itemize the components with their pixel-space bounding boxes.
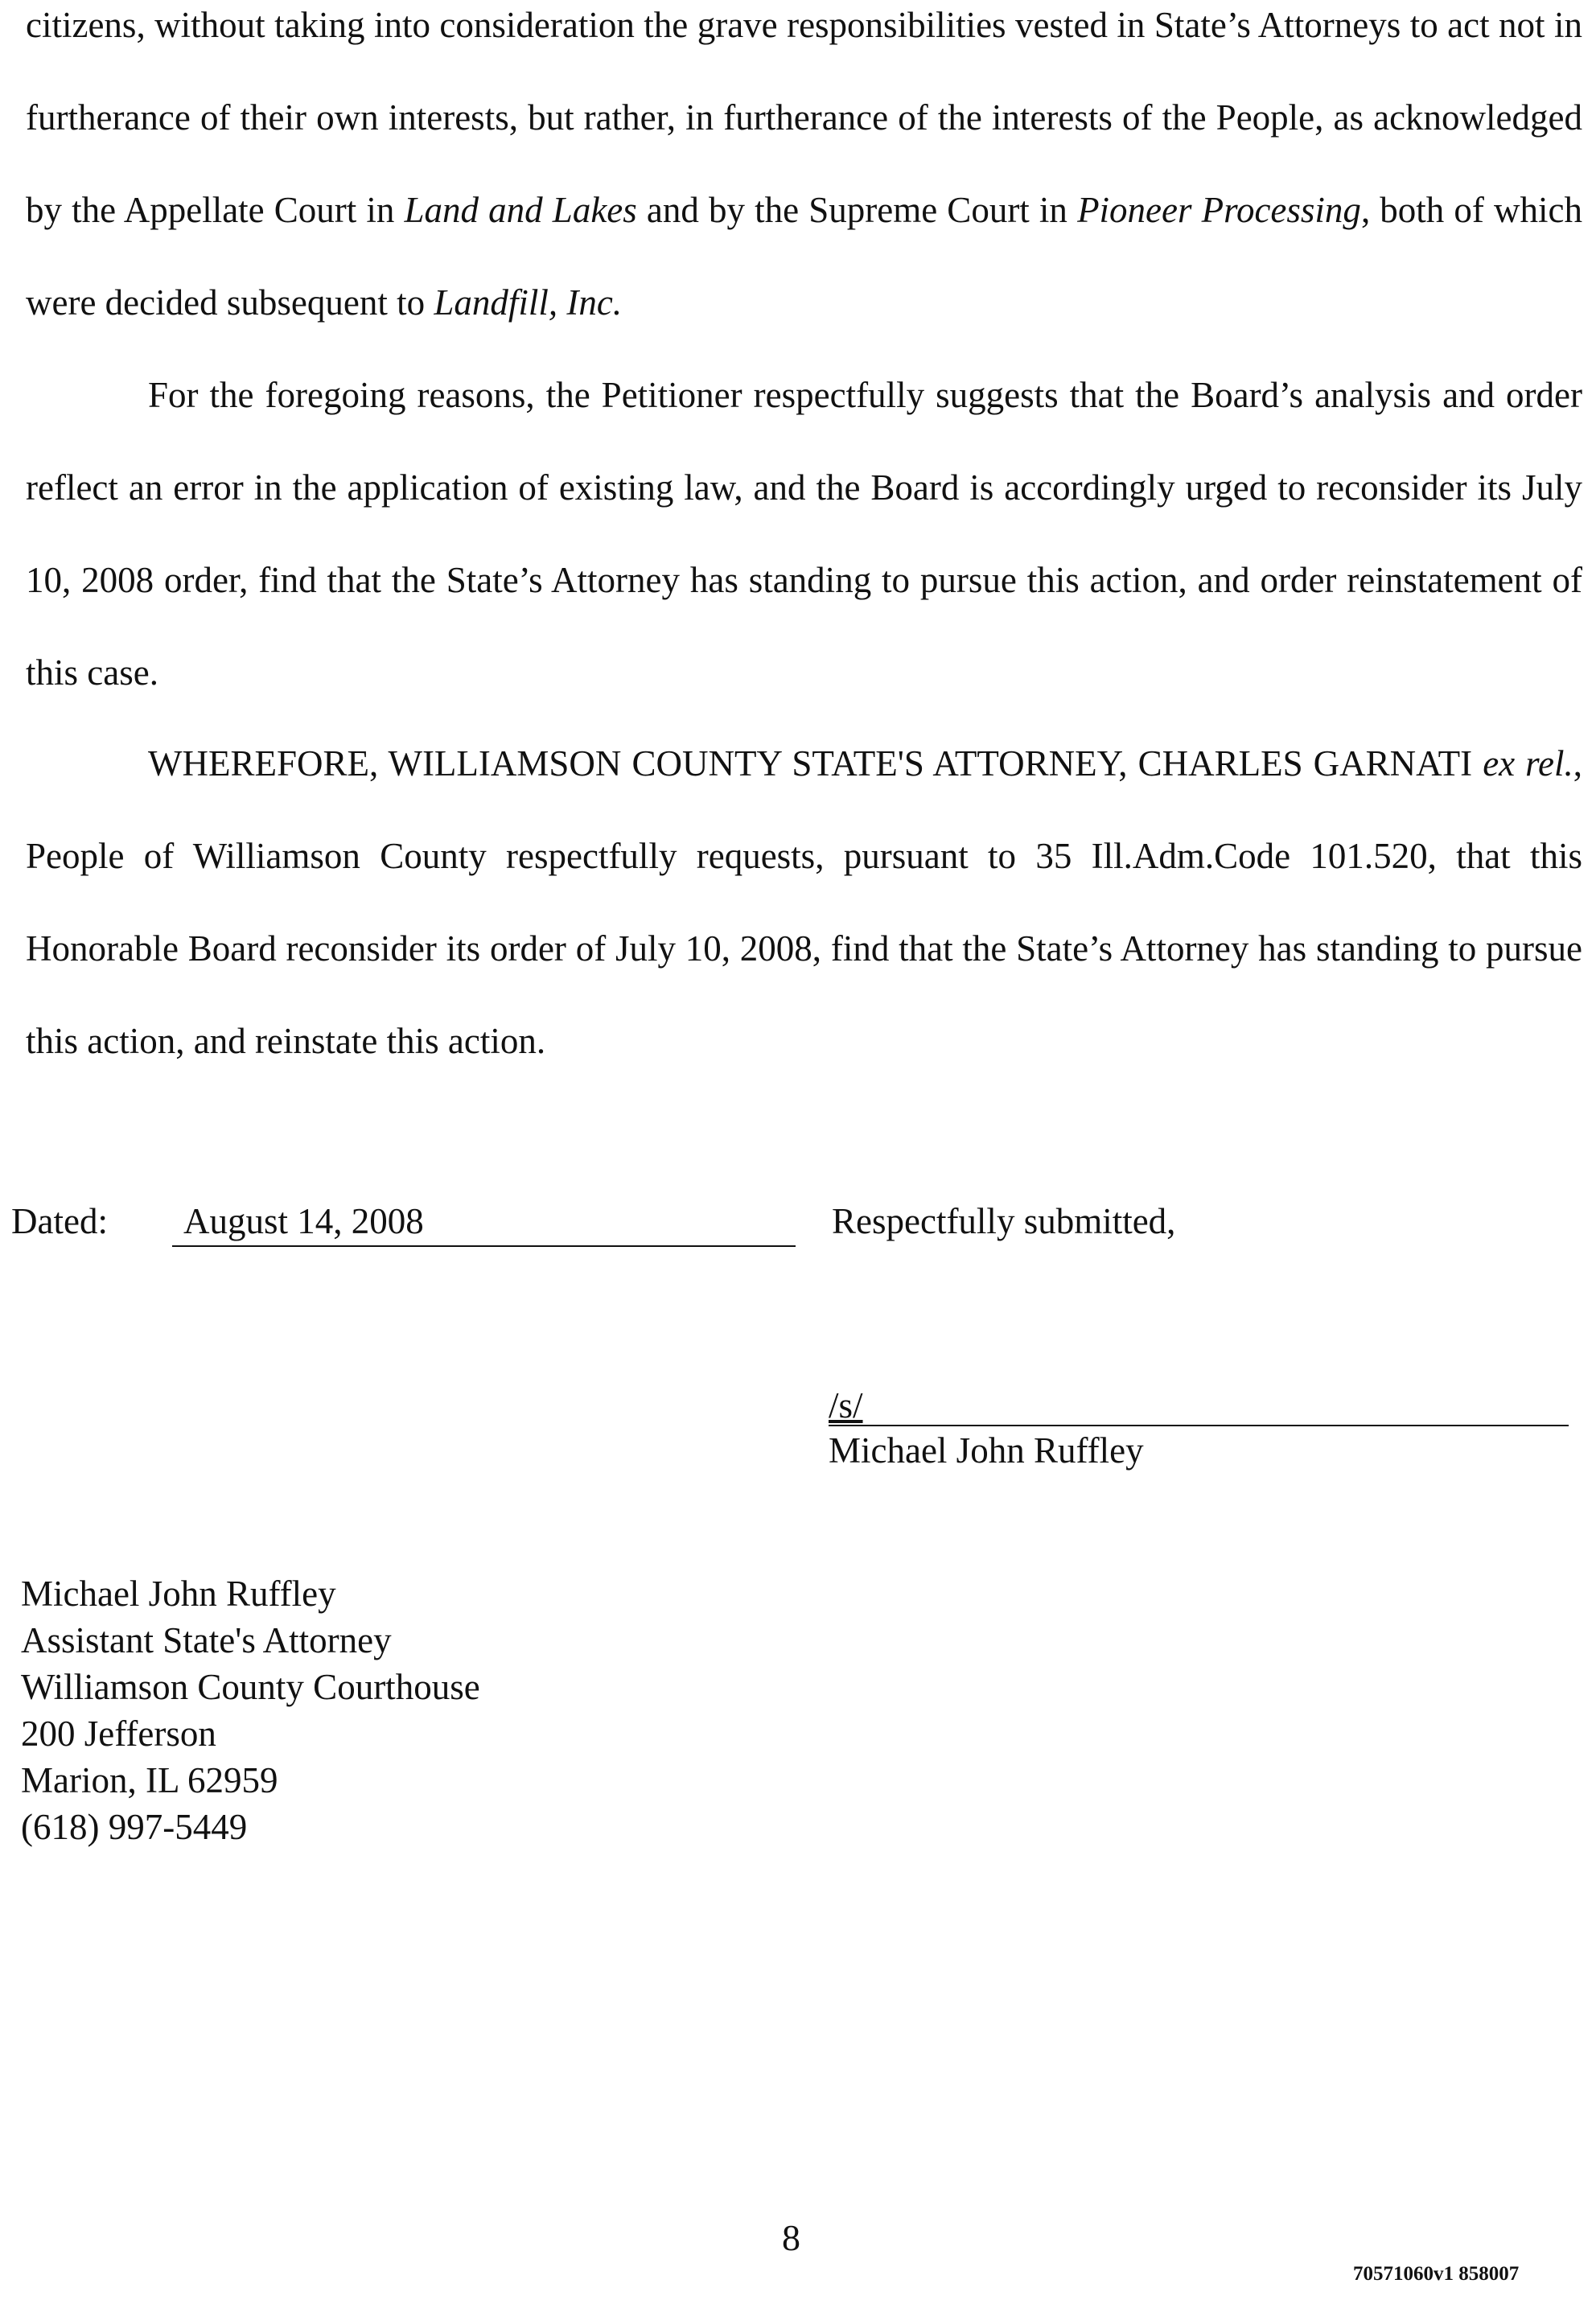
- paragraph-foregoing-reasons: For the foregoing reasons, the Petitioner respectfully suggests that the Board’s analysis and order reflect an error in the application of existing law, and the Board is accordingly urged to reconsider its July 10, 2008 order, find that the State’s Attorney has standing to pursue this action, and order reinstatement of this case.: [26, 375, 1582, 693]
- signature-block: [829, 1380, 1569, 1471]
- document-id: 70571060v1 858007: [1353, 2263, 1520, 2285]
- case-name-pioneer-processing: Pioneer Processing: [1077, 190, 1361, 230]
- dated-value: August 14, 2008: [183, 1201, 424, 1241]
- signature-line: [829, 1380, 1569, 1426]
- signature-mark: /s/: [829, 1385, 863, 1426]
- paragraph-wherefore: [26, 718, 1582, 1088]
- paragraph-text: WHEREFORE, WILLIAMSON COUNTY STATE'S ATTORNEY, CHARLES GARNATI: [148, 743, 1483, 784]
- dated-value-line: [172, 1200, 796, 1247]
- address-line: Williamson County Courthouse: [21, 1667, 480, 1707]
- address-line: (618) 997-5449: [21, 1807, 248, 1847]
- address-line: 200 Jefferson: [21, 1714, 216, 1754]
- ex-rel-italic: ex rel.: [1483, 743, 1573, 784]
- paragraph-continuation: [26, 0, 1582, 349]
- address-line: Marion, IL 62959: [21, 1760, 278, 1800]
- signatory-name: Michael John Ruffley: [829, 1430, 1144, 1471]
- address-line: Michael John Ruffley: [21, 1574, 336, 1614]
- case-name-land-and-lakes: Land and Lakes: [404, 190, 637, 230]
- dated-row: [11, 1200, 1588, 1249]
- paragraph-text: and by the Supreme Court in: [636, 190, 1078, 230]
- paragraph-text: , People of Williamson County respectfully requests, pursuant to 35 Ill.Adm.Code 101.520, that this Honorable Board reconsider its order of July 10, 2008, find that the State’s Attorney has standing to pursue this action, and reinstate this action.: [26, 743, 1582, 1061]
- page-number: 8: [782, 2217, 800, 2258]
- attorney-address-block: [21, 1570, 480, 1850]
- case-name-landfill: Landfill, Inc.: [434, 282, 623, 323]
- paragraph-text: , both of which were decided subsequent to: [26, 190, 1583, 323]
- address-line: Assistant State's Attorney: [21, 1620, 392, 1660]
- paragraph-text: citizens, without taking into consideration the grave responsibilities vested in State’s Attorneys to act not in furtherance of their own interests, but rather, in furtherance of the interests of the People, as acknowledged by the Appellate Court in: [26, 5, 1582, 230]
- respectfully-submitted: Respectfully submitted,: [832, 1201, 1176, 1241]
- dated-label: Dated:: [11, 1201, 108, 1241]
